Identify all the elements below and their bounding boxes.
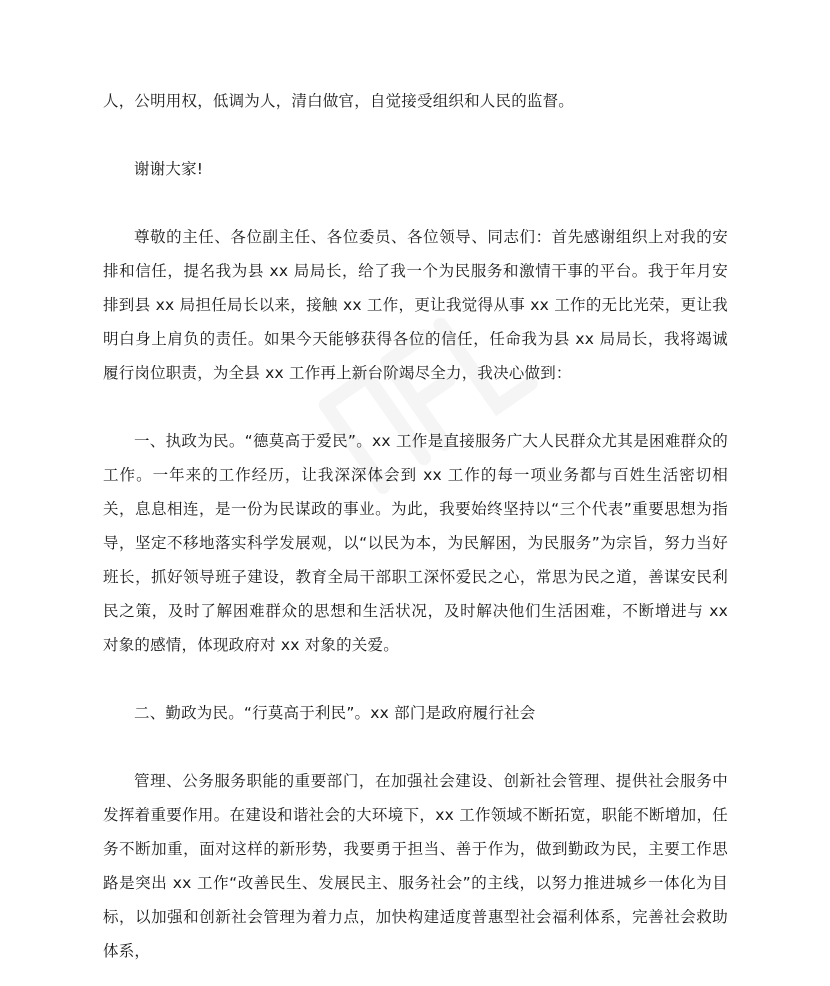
paragraph-3: 尊敬的主任、各位副主任、各位委员、各位领导、同志们：首先感谢组织上对我的安排和信任，提名我为县 xx 局局长，给了我一个为民服务和激情干事的平台。我于年月安排到县 xx 局担任局长以来，接触 xx 工作，更让我觉得从事 xx 工作的无比光荣，更让我明白身上肩负的责任。如果今天能够获得各位的信任，任命我为县 xx 局局长，我将竭诚履行岗位职责，为全县 xx 工作再上新台阶竭尽全力，我决心做到： [103,228,728,382]
paragraph-4: 一、执政为民。“德莫高于爱民”。xx 工作是直接服务广大人民群众尤其是困难群众的工作。一年来的工作经历，让我深深体会到 xx 工作的每一项业务都与百姓生活密切相关，息息相连，是一份为民谋政的事业。为此，我要始终坚持以“三个代表”重要思想为指导，坚定不移地落实科学发展观，以“以民为本，为民解困，为民服务”为宗旨，努力当好班长，抓好领导班子建设，教育全局干部职工深怀爱民之心，常思为民之道，善谋安民利民之策，及时了解困难群众的思想和生活状况，及时解决他们生活困难，不断增进与 xx 对象的感情，体现政府对 xx 对象的关爱。 [103,432,728,654]
document-body [103,84,728,968]
paragraph-5: 二、勤政为民。“行莫高于利民”。xx 部门是政府履行社会 [134,704,536,722]
paragraph-2: 谢谢大家! [134,160,204,178]
paragraph-1: 人，公明用权，低调为人，清白做官，自觉接受组织和人民的监督。 [103,92,575,110]
paragraph-6: 管理、公务服务职能的重要部门，在加强社会建设、创新社会管理、提供社会服务中发挥着重要作用。在建设和谐社会的大环境下，xx 工作领域不断拓宽，职能不断增加，任务不断加重，面对这样的新形势，我要勇于担当、善于作为，做到勤政为民，主要工作思路是突出 xx 工作“改善民生、发展民主、服务社会”的主线，以努力推进城乡一体化为目标，以加强和创新社会管理为着力点，加快构建适度普惠型社会福利体系，完善社会救助体系， [103,772,728,960]
